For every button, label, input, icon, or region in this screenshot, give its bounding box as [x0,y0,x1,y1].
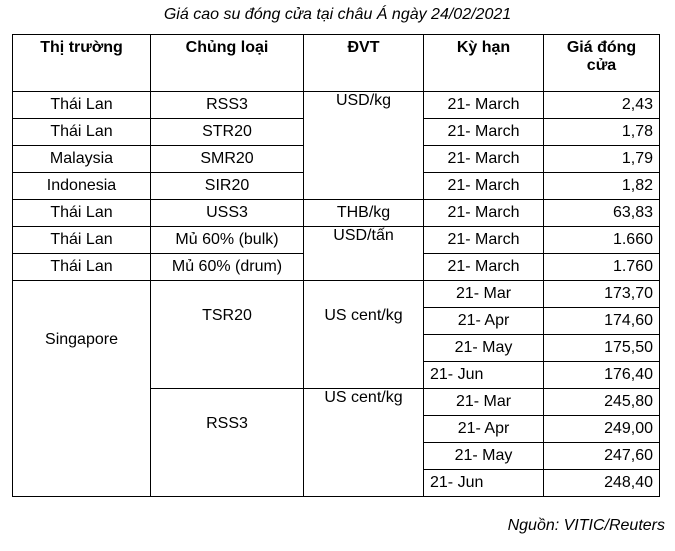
cell-term: 21- Mar [424,281,544,308]
cell-type: Mủ 60% (bulk) [151,227,304,254]
cell-term: 21- March [424,227,544,254]
cell-market: Malaysia [13,146,151,173]
cell-price: 175,50 [544,335,660,362]
cell-term: 21- Apr [424,416,544,443]
cell-type: USS3 [151,200,304,227]
cell-type: STR20 [151,119,304,146]
cell-unit: US cent/kg [304,389,424,497]
cell-type: SIR20 [151,173,304,200]
cell-price: 173,70 [544,281,660,308]
table-row [13,92,660,119]
cell-term: 21- May [424,335,544,362]
table-header-row [13,35,660,92]
cell-unit: US cent/kg [304,281,424,389]
table-row [13,227,660,254]
cell-market: Indonesia [13,173,151,200]
cell-term: 21- March [424,254,544,281]
cell-price: 249,00 [544,416,660,443]
cell-term: 21- March [424,146,544,173]
cell-price: 1.660 [544,227,660,254]
cell-unit: THB/kg [304,200,424,227]
cell-price: 245,80 [544,389,660,416]
header-type: Chủng loại [151,35,304,92]
cell-unit: USD/kg [304,92,424,200]
header-term: Kỳ hạn [424,35,544,92]
cell-term: 21- Jun [424,470,544,497]
source-note: Nguồn: VITIC/Reuters [507,517,665,534]
table-caption: Giá cao su đóng cửa tại châu Á ngày 24/02/2021 [163,6,512,23]
header-price-line2: cửa [586,57,617,75]
cell-market: Thái Lan [13,254,151,281]
cell-term: 21- Apr [424,308,544,335]
cell-market: Thái Lan [13,119,151,146]
cell-market: Thái Lan [13,92,151,119]
cell-type: Mủ 60% (drum) [151,254,304,281]
cell-price: 1,82 [544,173,660,200]
cell-price: 1.760 [544,254,660,281]
header-price-line1: Giá đóng [566,39,637,56]
header-unit: ĐVT [304,35,424,92]
cell-term: 21- Jun [424,362,544,389]
table-row [13,200,660,227]
cell-unit: USD/tấn [304,227,424,281]
cell-price: 248,40 [544,470,660,497]
cell-price: 174,60 [544,308,660,335]
cell-type: RSS3 [151,92,304,119]
cell-price: 1,78 [544,119,660,146]
cell-term: 21- Mar [424,389,544,416]
cell-term: 21- March [424,119,544,146]
header-price [544,35,660,92]
cell-type: RSS3 [151,389,304,497]
cell-type: TSR20 [151,281,304,389]
cell-market: Thái Lan [13,200,151,227]
cell-price: 247,60 [544,443,660,470]
cell-price: 1,79 [544,146,660,173]
cell-term: 21- May [424,443,544,470]
cell-term: 21- March [424,173,544,200]
cell-market: Thái Lan [13,227,151,254]
cell-price: 2,43 [544,92,660,119]
table-row [13,281,660,308]
cell-term: 21- March [424,92,544,119]
cell-price: 176,40 [544,362,660,389]
rubber-price-table [12,34,660,497]
cell-term: 21- March [424,200,544,227]
cell-price: 63,83 [544,200,660,227]
cell-type: SMR20 [151,146,304,173]
header-market: Thị trường [13,35,151,92]
cell-market-singapore: Singapore [13,281,151,497]
